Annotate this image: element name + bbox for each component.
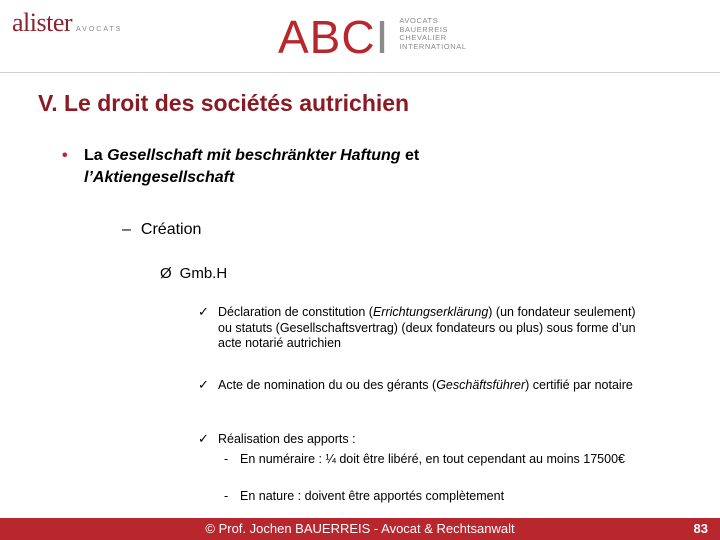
check-icon: ✓ — [198, 304, 209, 319]
abci-line: BAUERREIS — [399, 24, 449, 34]
abci-line: CHEVALIER — [399, 33, 447, 42]
page-number: 83 — [693, 521, 708, 536]
item-emphasis: Geschäftsführer — [436, 378, 526, 392]
bullet-level1-text — [84, 145, 632, 189]
bullet-dot: • — [62, 147, 68, 164]
sub-dash: - — [224, 452, 229, 466]
sub-item — [224, 489, 644, 505]
l1-gmbh: Gesellschaft mit beschränkter Haftung — [107, 147, 401, 164]
sub-dash: - — [224, 489, 229, 503]
check-item-text: Réalisation des apports : — [218, 432, 356, 446]
bullet-level3 — [160, 265, 227, 282]
check-item — [198, 432, 638, 448]
alister-logo — [12, 8, 122, 38]
abci-logo-i: I — [375, 11, 390, 63]
abci-logo-letters: ABC — [278, 11, 376, 63]
footer-bar — [0, 518, 720, 540]
item-text: Déclaration de constitution ( — [218, 305, 373, 319]
abci-line: INTERNATIONAL — [399, 41, 467, 51]
footer-text: © Prof. Jochen BAUERREIS - Avocat & Rechtsanwalt — [205, 521, 515, 536]
item-text: ) certifié par notaire — [525, 378, 633, 392]
check-icon: ✓ — [198, 431, 209, 446]
l1-pre: La — [84, 147, 103, 164]
check-item — [198, 378, 638, 394]
abci-line: AVOCATS — [399, 16, 439, 25]
bullet-level3-text: Gmb.H — [179, 265, 228, 282]
check-item — [198, 305, 638, 352]
item-text: Acte de nomination du ou des gérants ( — [218, 378, 437, 392]
alister-logo-sub: AVOCATS — [76, 26, 123, 33]
arrow-marker: Ø — [160, 265, 172, 282]
item-text: ) (un fondateur seulement) ou statuts (Gesellschaftsvertrag) (deux fondateurs ou plus) sous forme d’un acte notarié autrichien — [218, 305, 636, 350]
bullet-level1 — [62, 145, 632, 189]
bullet-level2 — [122, 221, 201, 239]
item-emphasis: Errichtungserklärung — [372, 305, 489, 319]
slide-title: V. Le droit des sociétés autrichien — [38, 90, 410, 116]
check-item-text — [218, 305, 638, 352]
abci-logo — [278, 12, 467, 62]
check-item-text — [218, 378, 638, 394]
abci-logo-tagline — [399, 17, 466, 51]
l1-mid: et — [405, 147, 420, 164]
l1-ag: l’Aktiengesellschaft — [84, 169, 235, 186]
sub-item — [224, 452, 644, 468]
header-divider — [0, 72, 720, 73]
sub-item-text: En nature : doivent être apportés complètement — [240, 489, 505, 503]
bullet-level2-text: Création — [140, 221, 202, 238]
dash-marker: – — [122, 221, 131, 238]
alister-logo-text: alister — [12, 8, 73, 37]
abci-logo-mark — [278, 12, 389, 62]
check-icon: ✓ — [198, 377, 209, 392]
sub-item-text: En numéraire : ¼ doit être libéré, en tout cependant au moins 17500€ — [240, 452, 625, 466]
